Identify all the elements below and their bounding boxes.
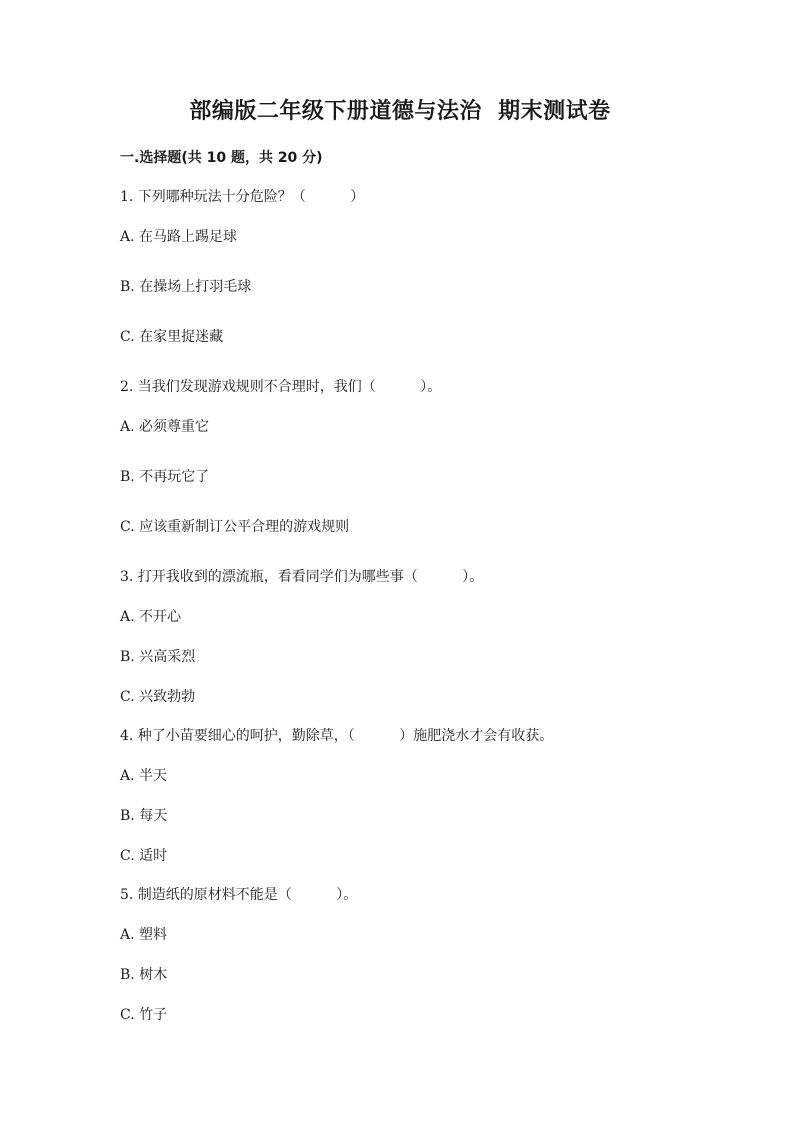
question-3-option-c: C. 兴致勃勃 bbox=[120, 689, 196, 705]
question-4-option-a: A. 半天 bbox=[120, 768, 168, 784]
question-3-option-b: B. 兴高采烈 bbox=[120, 649, 196, 665]
question-2-option-a: A. 必须尊重它 bbox=[120, 419, 210, 435]
question-3-option-a: A. 不开心 bbox=[120, 609, 182, 625]
question-4-stem: 4. 种了小苗要细心的呵护，勤除草，（ ）施肥浇水才会有收获。 bbox=[120, 728, 554, 744]
question-4-option-b: B. 每天 bbox=[120, 808, 168, 824]
question-1-stem: 1. 下列哪种玩法十分危险？（ ） bbox=[120, 189, 365, 205]
question-1-option-b: B. 在操场上打羽毛球 bbox=[120, 279, 252, 295]
question-5-stem: 5. 制造纸的原材料不能是（ ）。 bbox=[120, 887, 358, 903]
question-5-option-c: C. 竹子 bbox=[120, 1007, 168, 1023]
page-title: 部编版二年级下册道德与法治 期末测试卷 bbox=[189, 99, 611, 124]
question-4-option-c: C. 适时 bbox=[120, 848, 168, 864]
question-2-option-b: B. 不再玩它了 bbox=[120, 469, 210, 485]
question-2-stem: 2. 当我们发现游戏规则不合理时，我们（ ）。 bbox=[120, 379, 442, 395]
question-5-option-a: A. 塑料 bbox=[120, 927, 168, 943]
section-heading: 一.选择题(共 10 题，共 20 分) bbox=[120, 150, 323, 166]
question-2-option-c: C. 应该重新制订公平合理的游戏规则 bbox=[120, 519, 350, 535]
question-1-option-a: A. 在马路上踢足球 bbox=[120, 229, 238, 245]
question-5-option-b: B. 树木 bbox=[120, 967, 168, 983]
question-1-option-c: C. 在家里捉迷藏 bbox=[120, 329, 224, 345]
question-3-stem: 3. 打开我收到的漂流瓶，看看同学们为哪些事（ ）。 bbox=[120, 569, 484, 585]
